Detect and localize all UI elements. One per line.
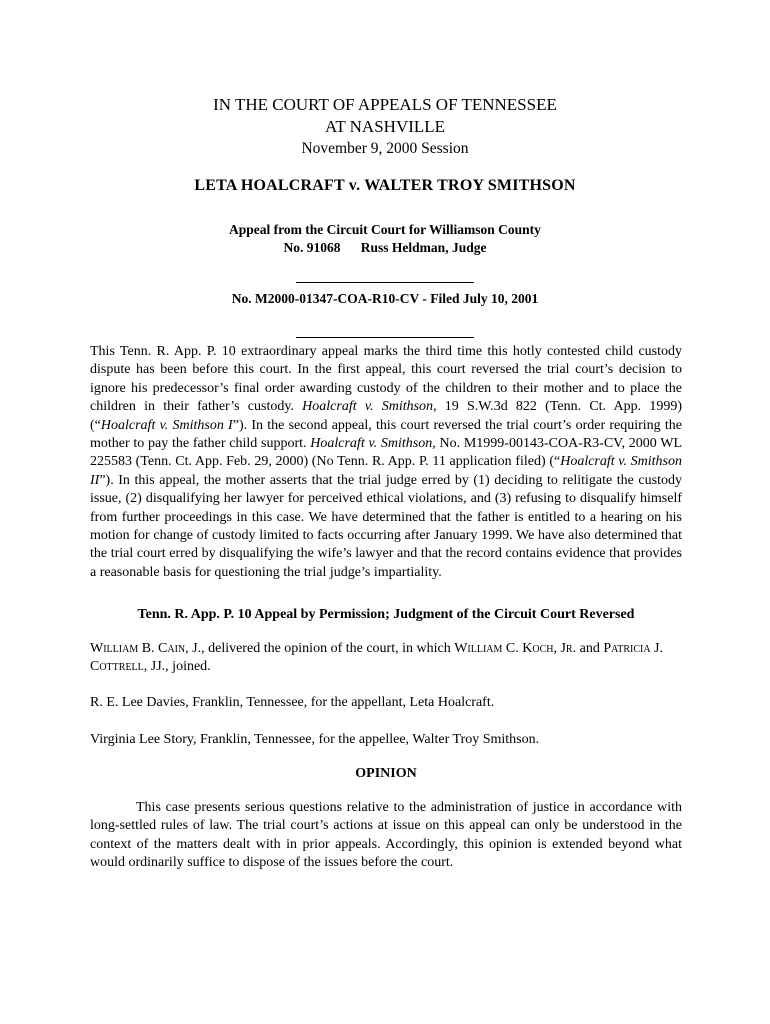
citation-text: , No. M1999-00143-COA-R3-CV, 2000 WL 225583 (Tenn. Ct. App. Feb. 29, 2000) (No Tenn. R. App. P. 11 application filed) (“: [90, 436, 682, 470]
divider: [0, 270, 770, 288]
opinion-paragraph: This case presents serious questions relative to the administration of justice in accordance with long-settled rules of law. The trial court’s actions at issue on this appeal can only be understood in the context of the matters dealt with in prior appeals. Accordingly, this opinion is extended beyond what would ordinarily suffice to dispose of the issues before the court.: [90, 800, 682, 871]
citation-name: Hoalcraft v. Smithson: [310, 436, 433, 452]
court-name: IN THE COURT OF APPEALS OF TENNESSEE: [213, 95, 557, 114]
court-header: [0, 94, 770, 138]
authorship-text: , J., delivered the opinion of the court, in which: [185, 641, 455, 656]
opinion-heading: OPINION: [355, 766, 417, 781]
holding: Tenn. R. App. P. 10 Appeal by Permission; Judgment of the Circuit Court Reversed: [137, 607, 635, 622]
case-title: LETA HOALCRAFT v. WALTER TROY SMITHSON: [194, 177, 576, 194]
session-date: November 9, 2000 Session: [301, 140, 469, 157]
authorship-line: [90, 640, 682, 677]
summary-text: ”). In the second appeal, this court reversed the trial court’s order requiring the mother to pay the father child support.: [90, 417, 682, 452]
citation-text: , 19 S.W.3d 822 (Tenn. Ct. App. 1999) (“: [90, 399, 682, 433]
case-summary: [90, 343, 682, 582]
counsel-appellant: R. E. Lee Davies, Franklin, Tennessee, for the appellant, Leta Hoalcraft.: [90, 695, 495, 710]
divider: [0, 325, 770, 343]
citation-name: Hoalcraft v. Smithson: [302, 399, 434, 415]
counsel-appellee: Virginia Lee Story, Franklin, Tennessee, for the appellee, Walter Troy Smithson.: [90, 732, 540, 747]
appeal-court: Appeal from the Circuit Court for Williamson County: [229, 222, 541, 237]
judge-name: William C. Koch, Jr.: [454, 641, 577, 656]
docket-number: No. M2000-01347-COA-R10-CV - Filed July 10, 2001: [231, 291, 539, 306]
citation-short-name: Hoalcraft v. Smithson I: [100, 417, 233, 433]
court-location: AT NASHVILLE: [324, 117, 446, 136]
authorship-text: , JJ., joined.: [143, 659, 211, 675]
authorship-text: and: [576, 641, 604, 656]
summary-text: This Tenn. R. App. P. 10 extraordinary appeal marks the third time this hotly contested child custody dispute has been before this court. In the first appeal, this court reversed the trial court’s decision to ignore his predecessor’s final order awarding custody of the children to their mother and to place the children in their father’s custody.: [90, 344, 682, 415]
summary-text: ”). In this appeal, the mother asserts that the trial judge erred by (1) deciding to relitigate the custody issue, (2) disqualifying her lawyer for perceived ethical violations, and (3) refusing to disqualify himself from further proceedings in this case. We have determined that the father is entitled to a hearing on his motion for change of custody limited to facts occurring after January 1999. We have also determined that the trial court erred by disqualifying the wife’s lawyer and that the record contains evidence that provides a reasonable basis for questioning the trial judge’s impartiality.: [90, 472, 682, 580]
citation-short-name: Hoalcraft v. Smithson II: [90, 454, 682, 488]
judge-name: Patricia J. Cottrell: [90, 641, 664, 675]
author-name: William B. Cain: [90, 641, 186, 656]
appeal-number-judge: No. 91068 Russ Heldman, Judge: [283, 240, 487, 255]
appeal-info: [0, 221, 770, 257]
